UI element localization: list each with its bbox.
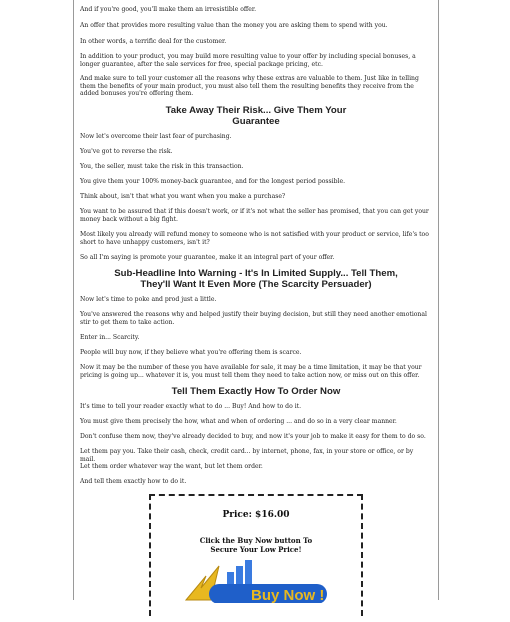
paragraph: And if you're good, you'll make them an irresistible offer. — [80, 6, 257, 13]
paragraph: People will buy now, if they believe what you're offering them is scarce. — [80, 349, 302, 356]
paragraph: Don't confuse them now, they've already decided to buy, and now it's your job to make it easy for them to do so. — [80, 433, 426, 440]
paragraph: Let them order whatever way the want, but let them order. — [80, 463, 263, 470]
watermark-logo — [9, 233, 78, 287]
order-box — [149, 494, 363, 616]
section-heading: Take Away Their Risk... Give Them Your Guarantee — [165, 105, 347, 127]
paragraph: Now let's overcome their last fear of purchasing. — [80, 133, 232, 140]
buy-now-label: Buy Now ! — [251, 587, 325, 603]
paragraph: Enter in... Scarcity. — [80, 334, 140, 341]
paragraph: Think about, isn't that what you want when you make a purchase? — [80, 193, 286, 200]
price-label: Price: $16.00 — [222, 510, 290, 520]
paragraph: And make sure to tell your customer all the reasons why these extras are valuable to them. Just like in telling them the benefits of your main product, you must also tell them the resulting benefits they receive from the added bonuses you're offering them. — [80, 75, 419, 98]
paragraph: An offer that provides more resulting value than the money you are asking them to spend with you. — [80, 22, 388, 29]
paragraph: You, the seller, must take the risk in this transaction. — [80, 163, 244, 170]
paragraph: You've got to reverse the risk. — [80, 148, 173, 155]
paragraph: You must give them precisely the how, what and when of ordering ... and do so in a very clear manner. — [80, 418, 397, 425]
section-heading: Sub-Headline Into Warning - It's In Limited Supply... Tell Them, They'll Want It Even More (The Scarcity Persuader) — [114, 268, 398, 290]
paragraph: In addition to your product, you may build more resulting value to your offer by including special bonuses, a longer guarantee, after the sale services for free, special package pricing, etc. — [80, 53, 416, 68]
paragraph: Let them pay you. Take their cash, check, credit card... by internet, phone, fax, in your store or office, or by mail. — [80, 448, 414, 463]
paragraph: And tell them exactly how to do it. — [80, 478, 187, 485]
paragraph: Now let's time to poke and prod just a little. — [80, 296, 217, 303]
paragraph: So all I'm saying is promote your guarantee, make it an integral part of your offer. — [80, 254, 335, 261]
section-heading: Tell Them Exactly How To Order Now — [171, 386, 341, 397]
order-instructions: Click the Buy Now button To Secure Your Low Price! — [199, 536, 313, 554]
paragraph: You've answered the reasons why and helped justify their buying decision, but still they need another emotional stir to get them to take action. — [80, 311, 427, 326]
paragraph: Most likely you already will refund money to someone who is not satisfied with your product or service, life's too short to have unhappy customers, isn't it? — [80, 231, 429, 246]
paragraph: You give them your 100% money-back guarantee, and for the longest period possible. — [80, 178, 346, 185]
paragraph: In other words, a terrific deal for the customer. — [80, 38, 227, 45]
buy-now-button[interactable] — [181, 558, 331, 603]
paragraph: It's time to tell your reader exactly what to do ... Buy! And how to do it. — [80, 403, 302, 410]
paragraph: Now it may be the number of these you have available for sale, it may be a time limitation, it may be that your pricing is going up... whatever it is, you must tell them they need to take action now, or miss out on this offer. — [80, 364, 422, 379]
watermark-logo — [9, 58, 78, 112]
watermark-logo — [9, 568, 78, 622]
watermark-logo — [9, 408, 78, 462]
paragraph: You want to be assured that if this doesn't work, or if it's not what the seller has promised, that you can get your money back without a big fight. — [80, 208, 429, 223]
